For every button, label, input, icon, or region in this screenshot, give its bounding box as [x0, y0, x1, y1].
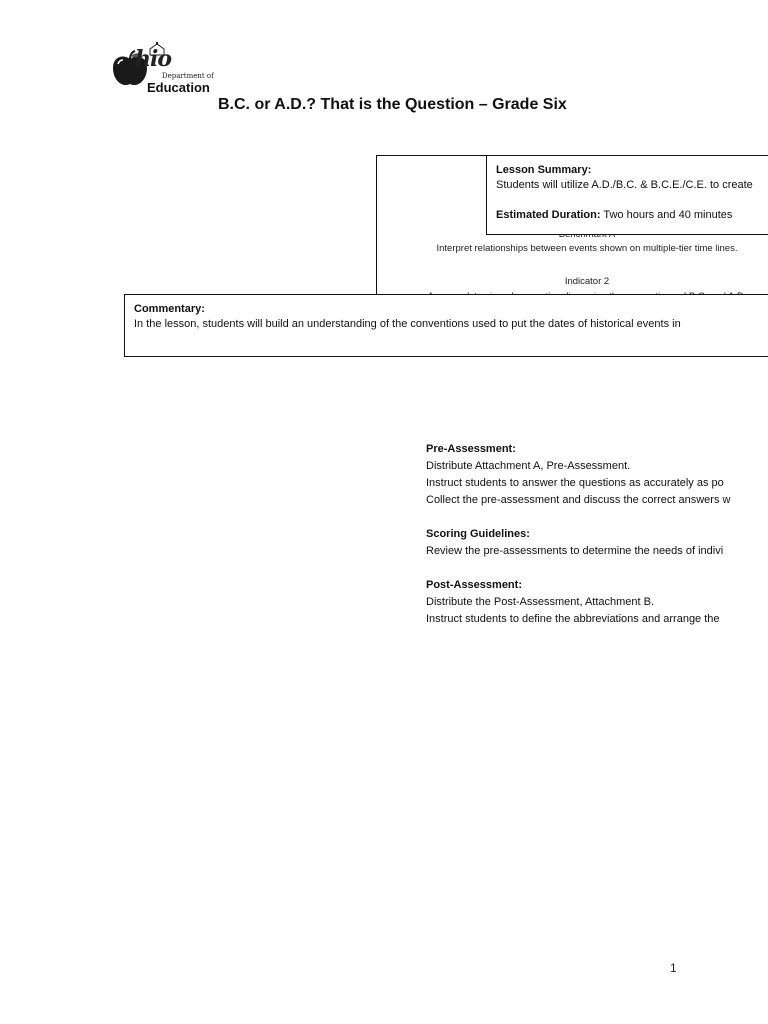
ohio-education-logo [110, 42, 220, 98]
duration-label: Estimated Duration: [496, 209, 601, 221]
assessment-section [426, 441, 768, 628]
scoring-guidelines-heading: Scoring Guidelines: [426, 528, 530, 540]
commentary-box [124, 294, 768, 357]
post-assessment-line: Instruct students to define the abbreviations and arrange the [426, 613, 720, 625]
pre-assessment-line: Instruct students to answer the questions as accurately as po [426, 477, 724, 489]
logo-education-text: Education [147, 80, 210, 95]
page-title: B.C. or A.D.? That is the Question – Grade Six [218, 96, 567, 113]
logo-department-text: Department of [162, 72, 214, 80]
commentary-heading: Commentary: [134, 303, 205, 315]
lesson-summary-box [486, 155, 768, 235]
logo-ohio-text: hio [135, 46, 172, 72]
pre-assessment-line: Distribute Attachment A, Pre-Assessment. [426, 460, 631, 472]
scoring-guidelines-line: Review the pre-assessments to determine the needs of indivi [426, 545, 724, 557]
pre-assessment-heading: Pre-Assessment: [426, 443, 516, 455]
post-assessment-line: Distribute the Post-Assessment, Attachment B. [426, 596, 655, 608]
commentary-text: In the lesson, students will build an understanding of the conventions used to put the dates of historical events in [134, 318, 681, 330]
estimated-duration [496, 208, 768, 223]
indicator-label: Indicator 2 [564, 276, 610, 287]
post-assessment-heading: Post-Assessment: [426, 579, 522, 591]
lesson-summary-heading: Lesson Summary: [496, 164, 592, 176]
lesson-summary-text: Students will utilize A.D./B.C. & B.C.E./C.E. to create [496, 179, 753, 191]
pre-assessment-line: Collect the pre-assessment and discuss the correct answers w [426, 494, 731, 506]
duration-value: Two hours and 40 minutes [603, 209, 733, 221]
page-number: 1 [670, 961, 677, 975]
benchmark-text: Interpret relationships between events shown on multiple-tier time lines. [436, 243, 738, 254]
